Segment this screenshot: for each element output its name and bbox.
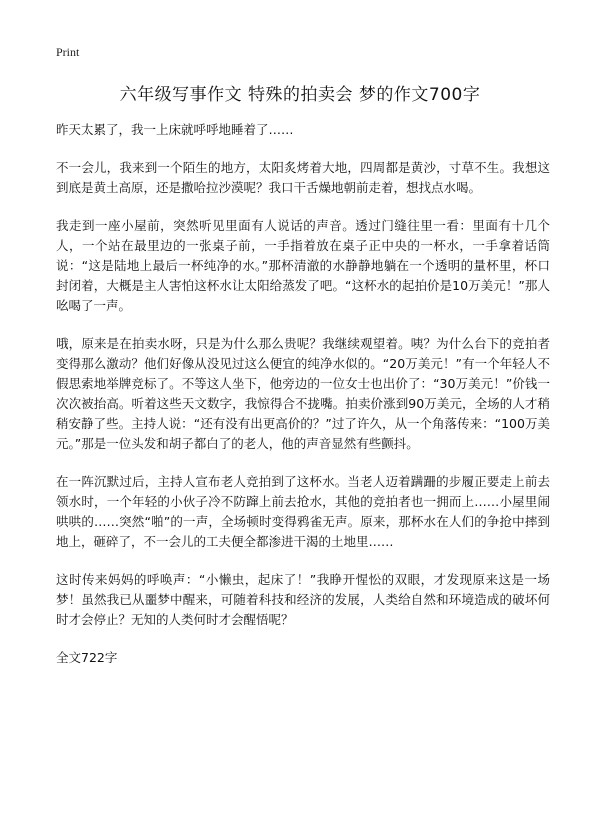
paragraph: 在一阵沉默过后，主持人宣布老人竞拍到了这杯水。当老人迈着蹒跚的步履正要走上前去领水时，一个年轻的小伙子冷不防蹿上前去抢水，其他的竞拍者也一拥而上……小屋里闹哄哄的……突然“啪”的一声，全场顿时变得鸦雀无声。原来，那杯水在人们的争抢中摔到地上，砸碎了，不一会儿的工夫便全都渗进干渴的土地里…… [56, 474, 550, 549]
paragraph: 不一会儿，我来到一个陌生的地方，太阳炙烤着大地，四周都是黄沙，寸草不生。我想这到底是黄土高原，还是撒哈拉沙漠呢？我口干舌燥地朝前走着，想找点水喝。 [56, 160, 550, 195]
article-body [56, 120, 550, 668]
paragraph: 哦，原来是在拍卖水呀，只是为什么那么贵呢？我继续观望着。咦？为什么台下的竞拍者变得那么激动？他们好像从没见过这么便宜的纯净水似的。“20万美元！”有一个年轻人不假思索地举牌竞标了。不等这人坐下，他旁边的一位女士也出价了：“30万美元！”价钱一次次被抬高。听着这些天文数字，我惊得合不拢嘴。拍卖价涨到90万美元，全场的人才稍稍安静了些。主持人说：“还有没有出更高价的？”过了许久，从一个角落传来：“100万美元。”那是一位头发和胡子都白了的老人，他的声音显然有些颤抖。 [56, 336, 550, 451]
paragraph: 昨天太累了，我一上床就呼呼地睡着了…… [56, 122, 294, 137]
paragraph: 我走到一座小屋前，突然听见里面有人说话的声音。透过门缝往里一看：里面有十几个人，一个站在最里边的一张桌子前，一手指着放在桌子正中央的一杯水，一手拿着话筒说：“这是陆地上最后一杯纯净的水。”那杯清澈的水静静地躺在一个透明的量杯里，杯口封闭着，大概是主人害怕这杯水让太阳给蒸发了吧。“这杯水的起拍价是10万美元！”那人吆喝了一声。 [56, 218, 550, 313]
article-title: 六年级写事作文 特殊的拍卖会 梦的作文700字 [119, 85, 481, 105]
print-link[interactable]: Print [56, 45, 80, 59]
paragraph: 这时传来妈妈的呼唤声：“小懒虫，起床了！”我睁开惺忪的双眼，才发现原来这是一场梦！虽然我已从噩梦中醒来，可随着科技和经济的发展，人类给自然和环境造成的破坏何时才会停止？无知的人类何时才会醒悟呢？ [56, 572, 550, 627]
word-count: 全文722字 [56, 650, 118, 665]
